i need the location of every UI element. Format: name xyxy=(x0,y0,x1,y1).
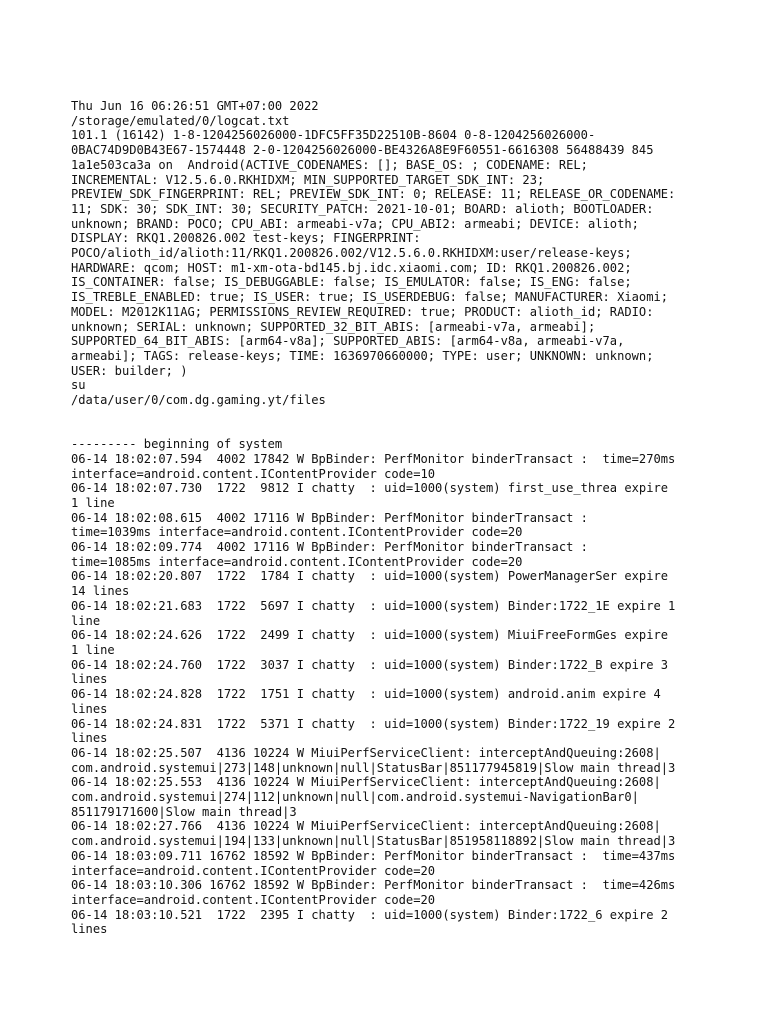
log-line: lines xyxy=(71,672,108,687)
log-line: 06-14 18:02:08.615 4002 17116 W BpBinder: PerfMonitor binderTransact : xyxy=(71,510,588,525)
log-line: 06-14 18:03:10.306 16762 18592 W BpBinder: PerfMonitor binderTransact : time=426ms xyxy=(71,878,676,893)
log-line: lines xyxy=(71,922,108,937)
log-line: 0BAC74D9D0B43E67-1574448 2-0-1204256026000-BE4326A8E9F60551-6616308 56488439 845 xyxy=(71,143,654,158)
log-line: unknown; BRAND: POCO; CPU_ABI: armeabi-v7a; CPU_ABI2: armeabi; DEVICE: alioth; xyxy=(71,216,639,231)
log-line: 11; SDK: 30; SDK_INT: 30; SECURITY_PATCH: 2021-10-01; BOARD: alioth; BOOTLOADER: xyxy=(71,201,654,216)
log-line: 06-14 18:02:07.730 1722 9812 I chatty : uid=1000(system) first_use_threa expire xyxy=(71,481,669,496)
log-line: lines xyxy=(71,701,108,716)
log-line: 06-14 18:02:20.807 1722 1784 I chatty : uid=1000(system) PowerManagerSer expire xyxy=(71,569,669,584)
log-line: com.android.systemui|273|148|unknown|null|StatusBar|851177945819|Slow main thread|3 xyxy=(71,760,676,775)
log-line: SUPPORTED_64_BIT_ABIS: [arm64-v8a]; SUPPORTED_ABIS: [arm64-v8a, armeabi-v7a, xyxy=(71,334,625,349)
log-line: 06-14 18:02:07.594 4002 17842 W BpBinder: PerfMonitor binderTransact : time=270ms xyxy=(71,451,676,466)
log-line: /data/user/0/com.dg.gaming.yt/files xyxy=(71,393,326,408)
log-line: 101.1 (16142) 1-8-1204256026000-1DFC5FF35D22510B-8604 0-8-1204256026000- xyxy=(71,128,596,143)
log-line: 06-14 18:02:21.683 1722 5697 I chatty : uid=1000(system) Binder:1722_1E expire 1 xyxy=(71,598,676,613)
log-line: 1a1e503ca3a on Android(ACTIVE_CODENAMES: []; BASE_OS: ; CODENAME: REL; xyxy=(71,157,588,172)
log-line: 06-14 18:03:10.521 1722 2395 I chatty : uid=1000(system) Binder:1722_6 expire 2 xyxy=(71,907,669,922)
log-line: unknown; SERIAL: unknown; SUPPORTED_32_BIT_ABIS: [armeabi-v7a, armeabi]; xyxy=(71,319,596,334)
log-line: interface=android.content.IContentProvider code=20 xyxy=(71,892,436,907)
log-line: interface=android.content.IContentProvider code=10 xyxy=(71,466,436,481)
log-line: /storage/emulated/0/logcat.txt xyxy=(71,113,290,128)
log-line: IS_TREBLE_ENABLED: true; IS_USER: true; IS_USERDEBUG: false; MANUFACTURER: Xiaomi; xyxy=(71,290,669,305)
log-line: 1 line xyxy=(71,495,115,510)
log-line: 06-14 18:02:27.766 4136 10224 W MiuiPerfServiceClient: interceptAndQueuing:2608| xyxy=(71,819,661,834)
log-line: 06-14 18:02:25.507 4136 10224 W MiuiPerfServiceClient: interceptAndQueuing:2608| xyxy=(71,745,661,760)
log-line: 06-14 18:02:24.831 1722 5371 I chatty : uid=1000(system) Binder:1722_19 expire 2 xyxy=(71,716,676,731)
log-line: 14 lines xyxy=(71,584,130,599)
log-line: time=1085ms interface=android.content.IContentProvider code=20 xyxy=(71,554,523,569)
log-line: 06-14 18:03:09.711 16762 18592 W BpBinder: PerfMonitor binderTransact : time=437ms xyxy=(71,848,676,863)
log-line: 06-14 18:02:24.828 1722 1751 I chatty : uid=1000(system) android.anim expire 4 xyxy=(71,687,661,702)
logcat-text xyxy=(71,99,711,937)
log-line: Thu Jun 16 06:26:51 GMT+07:00 2022 xyxy=(71,99,319,113)
log-line xyxy=(71,422,711,437)
log-line: 06-14 18:02:09.774 4002 17116 W BpBinder: PerfMonitor binderTransact : xyxy=(71,540,588,555)
log-line: armeabi]; TAGS: release-keys; TIME: 1636970660000; TYPE: user; UNKNOWN: unknown; xyxy=(71,348,654,363)
log-line: USER: builder; ) xyxy=(71,363,188,378)
log-line: IS_CONTAINER: false; IS_DEBUGGABLE: false; IS_EMULATOR: false; IS_ENG: false; xyxy=(71,275,632,290)
log-line: DISPLAY: RKQ1.200826.002 test-keys; FINGERPRINT: xyxy=(71,231,421,246)
log-line: 06-14 18:02:25.553 4136 10224 W MiuiPerfServiceClient: interceptAndQueuing:2608| xyxy=(71,775,661,790)
log-line: HARDWARE: qcom; HOST: m1-xm-ota-bd145.bj.idc.xiaomi.com; ID: RKQ1.200826.002; xyxy=(71,260,632,275)
log-line: com.android.systemui|194|133|unknown|null|StatusBar|851958118892|Slow main thread|3 xyxy=(71,834,676,849)
log-line: PREVIEW_SDK_FINGERPRINT: REL; PREVIEW_SDK_INT: 0; RELEASE: 11; RELEASE_OR_CODENAME: xyxy=(71,187,676,202)
log-line: MODEL: M2012K11AG; PERMISSIONS_REVIEW_REQUIRED: true; PRODUCT: alioth_id; RADIO: xyxy=(71,304,654,319)
log-line: line xyxy=(71,613,101,628)
log-line: su xyxy=(71,378,86,393)
log-line: time=1039ms interface=android.content.IContentProvider code=20 xyxy=(71,525,523,540)
log-line: 1 line xyxy=(71,642,115,657)
log-line: INCREMENTAL: V12.5.6.0.RKHIDXM; MIN_SUPPORTED_TARGET_SDK_INT: 23; xyxy=(71,172,545,187)
log-line: lines xyxy=(71,731,108,746)
log-line: POCO/alioth_id/alioth:11/RKQ1.200826.002/V12.5.6.0.RKHIDXM:user/release-keys; xyxy=(71,246,632,261)
log-line: com.android.systemui|274|112|unknown|null|com.android.systemui-NavigationBar0| xyxy=(71,790,639,805)
log-line: 851179171600|Slow main thread|3 xyxy=(71,804,297,819)
log-line: --------- beginning of system xyxy=(71,437,283,452)
log-line: 06-14 18:02:24.760 1722 3037 I chatty : uid=1000(system) Binder:1722_B expire 3 xyxy=(71,657,669,672)
log-line xyxy=(71,408,711,423)
log-line: 06-14 18:02:24.626 1722 2499 I chatty : uid=1000(system) MiuiFreeFormGes expire xyxy=(71,628,669,643)
log-line: interface=android.content.IContentProvider code=20 xyxy=(71,863,436,878)
